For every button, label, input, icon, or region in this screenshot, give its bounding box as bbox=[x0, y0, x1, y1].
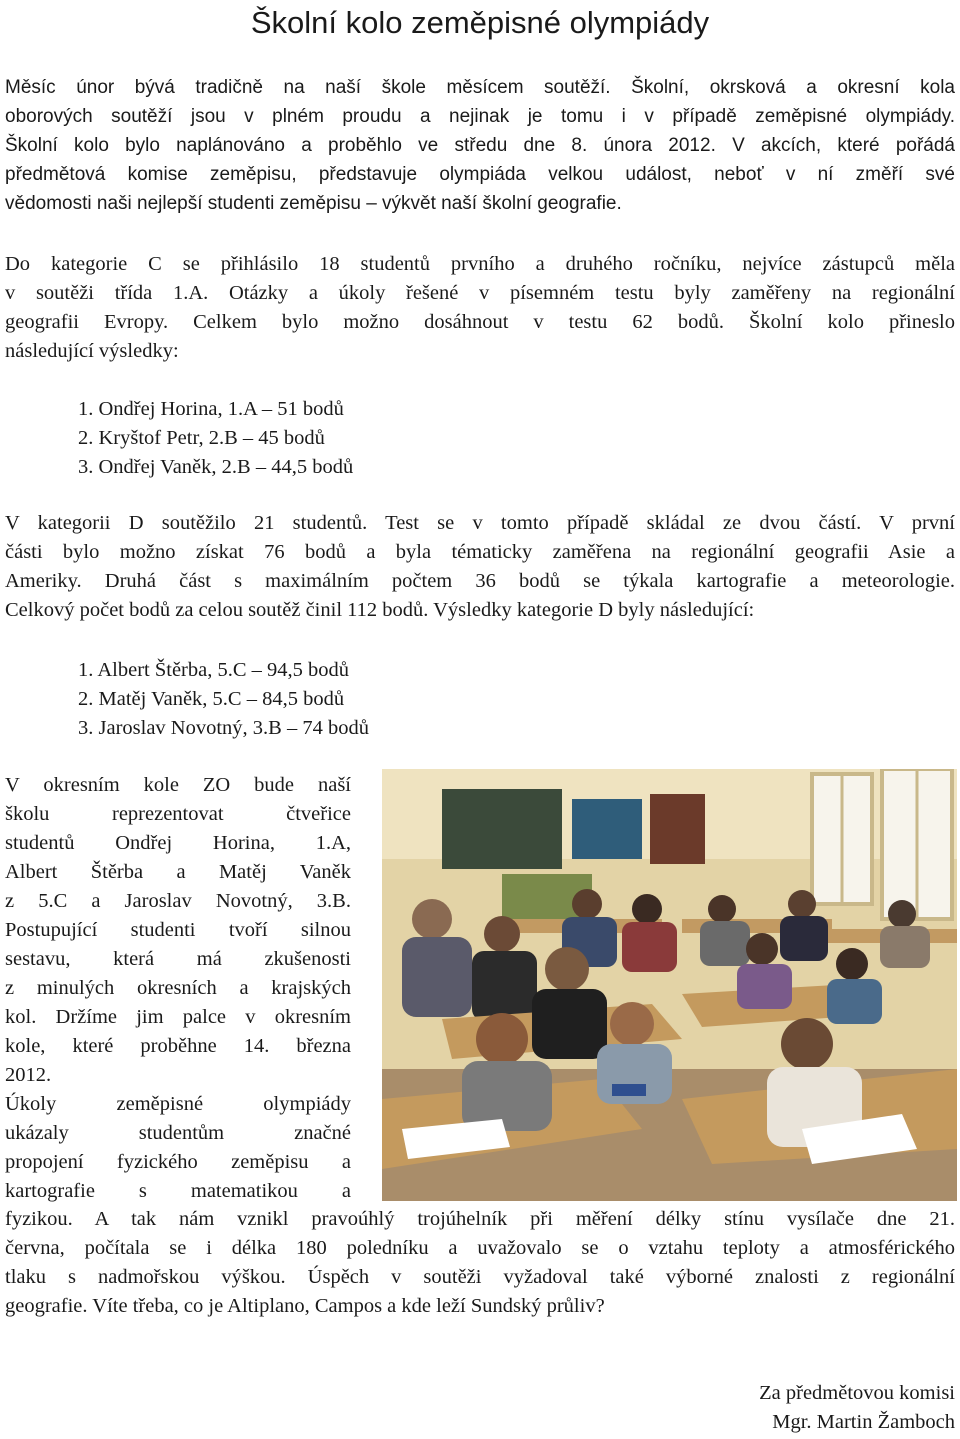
text-line: části bylo možno získat 76 bodů a byla tématicky zaměřena na regionální geografii Asie a bbox=[5, 541, 955, 563]
result-item: 1. Ondřej Horina, 1.A – 51 bodů bbox=[78, 398, 344, 420]
text-line: Albert Štěrba a Matěj Vaněk bbox=[5, 861, 351, 883]
text-line: kol. Držíme jim palce v okresním bbox=[5, 1006, 351, 1028]
text-line: 2012. bbox=[5, 1064, 52, 1086]
text-line: V okresním kole ZO bude naší bbox=[5, 774, 351, 796]
classroom-photo bbox=[382, 769, 957, 1201]
text-line: studentů Ondřej Horina, 1.A, bbox=[5, 832, 351, 854]
text-line: Postupující studenti tvoří silnou bbox=[5, 919, 351, 941]
signature-line: Za předmětovou komisi bbox=[759, 1382, 955, 1404]
result-item: 2. Matěj Vaněk, 5.C – 84,5 bodů bbox=[78, 688, 345, 710]
text-line: tlaku s nadmořskou výškou. Úspěch v soutěži vyžadoval také výborné znalosti z regionální bbox=[5, 1266, 955, 1288]
text-line: propojení fyzického zeměpisu a bbox=[5, 1151, 351, 1173]
closing-paragraph bbox=[5, 1205, 955, 1321]
text-line: předmětová komise zeměpisu, představuje olympiáda velkou událost, neboť v ní změří své bbox=[5, 164, 955, 185]
signature-name: Mgr. Martin Žamboch bbox=[772, 1411, 955, 1433]
text-line: Celkový počet bodů za celou soutěž činil 112 bodů. Výsledky kategorie D byly následující: bbox=[5, 599, 755, 621]
text-line: kartografie s matematikou a bbox=[5, 1180, 351, 1202]
text-line: oborových soutěží jsou v plném proudu a nejinak je tomu i v případě zeměpisné olympiády. bbox=[5, 106, 955, 127]
result-item: 2. Kryštof Petr, 2.B – 45 bodů bbox=[78, 427, 325, 449]
text-line: geografie. Víte třeba, co je Altiplano, Campos a kde leží Sundský průliv? bbox=[5, 1295, 605, 1317]
text-line: geografii Evropy. Celkem bylo možno dosáhnout v testu 62 bodů. Školní kolo přineslo bbox=[5, 311, 955, 333]
text-line: června, počítala se i délka 180 poledníku a uvažovalo se o vztahu teploty a atmosférického bbox=[5, 1237, 955, 1259]
text-line: školu reprezentovat čtveřice bbox=[5, 803, 351, 825]
text-line: Školní kolo bylo naplánováno a proběhlo ve středu dne 8. února 2012. V akcích, které pořádá bbox=[5, 135, 955, 156]
text-line: kole, které proběhne 14. března bbox=[5, 1035, 351, 1057]
result-item: 1. Albert Štěrba, 5.C – 94,5 bodů bbox=[78, 659, 350, 681]
text-line: Do kategorie C se přihlásilo 18 studentů prvního a druhého ročníku, nejvíce zástupců měla bbox=[5, 253, 955, 275]
category-c-results bbox=[78, 395, 353, 482]
text-line: sestavu, která má zkušenosti bbox=[5, 948, 351, 970]
text-line: ukázaly studentům značné bbox=[5, 1122, 351, 1144]
text-line: Měsíc únor bývá tradičně na naší škole měsícem soutěží. Školní, okrsková a okresní kola bbox=[5, 77, 955, 98]
text-line: vědomosti naši nejlepší studenti zeměpisu – výkvět naší školní geografie. bbox=[5, 193, 622, 214]
signature bbox=[759, 1379, 955, 1437]
text-line: následující výsledky: bbox=[5, 340, 179, 362]
text-line: Ameriky. Druhá část s maximálním počtem 36 bodů se týkala kartografie a meteorologie. bbox=[5, 570, 955, 592]
category-d-results bbox=[78, 656, 369, 743]
result-item: 3. Jaroslav Novotný, 3.B – 74 bodů bbox=[78, 717, 369, 739]
category-c-paragraph bbox=[5, 250, 955, 366]
text-line: v soutěži třída 1.A. Otázky a úkoly řešené v písemném testu byly zaměřeny na regionální bbox=[5, 282, 955, 304]
category-d-paragraph bbox=[5, 509, 955, 625]
text-line: Úkoly zeměpisné olympiády bbox=[5, 1093, 351, 1115]
district-round-column bbox=[5, 771, 351, 1206]
text-line: z minulých okresních a krajských bbox=[5, 977, 351, 999]
result-item: 3. Ondřej Vaněk, 2.B – 44,5 bodů bbox=[78, 456, 354, 478]
text-line: V kategorii D soutěžilo 21 studentů. Test se v tomto případě skládal ze dvou částí. V první bbox=[5, 512, 955, 534]
page-title: Školní kolo zeměpisné olympiády bbox=[250, 5, 710, 40]
intro-paragraph bbox=[5, 73, 955, 218]
text-line: z 5.C a Jaroslav Novotný, 3.B. bbox=[5, 890, 351, 912]
text-line: fyzikou. A tak nám vznikl pravoúhlý trojúhelník při měření délky stínu vysílače dne 21. bbox=[5, 1208, 955, 1230]
